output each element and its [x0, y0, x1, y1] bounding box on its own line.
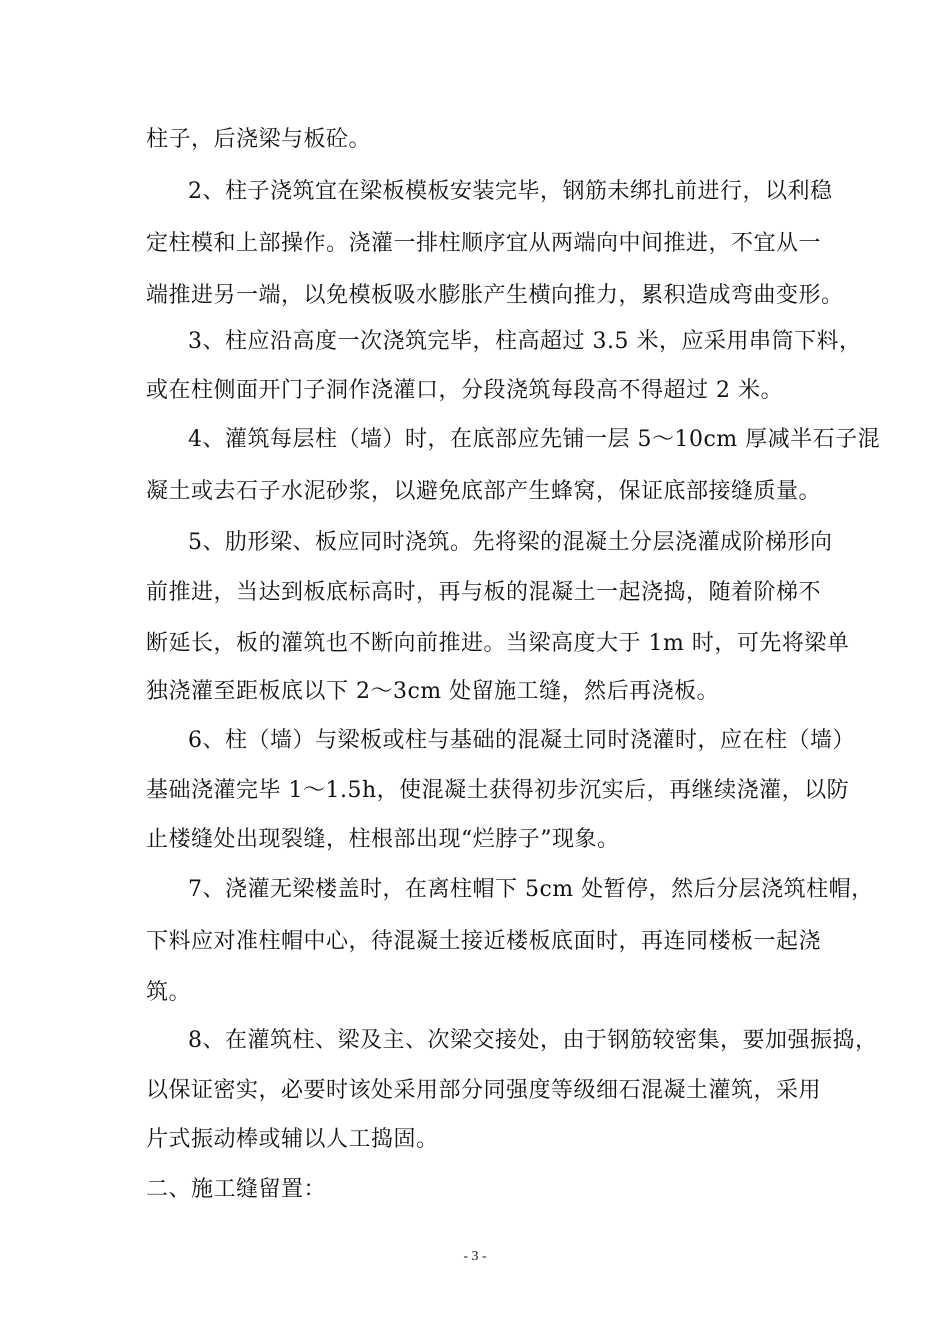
page-number: - 3 -: [463, 1249, 487, 1264]
text-line: 独浇灌至距板底以下 2～3cm 处留施工缝，然后再浇板。: [146, 679, 720, 704]
text-line: 基础浇灌完毕 1～1.5h，使混凝土获得初步沉实后，再继续浇灌，以防: [146, 778, 850, 803]
section-heading: 二、施工缝留置：: [146, 1177, 327, 1202]
text-line: 止楼缝处出现裂缝，柱根部出现“烂脖子”现象。: [146, 827, 620, 852]
text-line: 3、柱应沿高度一次浇筑完毕，柱高超过 3.5 米，应采用串筒下料，: [188, 329, 862, 354]
text-line: 下料应对准柱帽中心，待混凝土接近楼板底面时，再连同楼板一起浇: [146, 929, 822, 954]
text-line: 前推进，当达到板底标高时，再与板的混凝土一起浇捣，随着阶梯不: [146, 580, 822, 605]
text-line: 断延长，板的灌筑也不断向前推进。当梁高度大于 1m 时，可先将梁单: [146, 631, 850, 656]
text-line: 4、灌筑每层柱（墙）时，在底部应先铺一层 5～10cm 厚减半石子混: [188, 427, 881, 452]
text-line: 或在柱侧面开门子洞作浇灌口，分段浇筑每段高不得超过 2 米。: [146, 378, 783, 403]
text-line: 2、柱子浇筑宜在梁板模板安装完毕，钢筋未绑扎前进行，以利稳: [188, 179, 833, 204]
text-line: 定柱模和上部操作。浇灌一排柱顺序宜从两端向中间推进，不宜从一: [146, 231, 822, 256]
text-line: 7、浇灌无梁楼盖时，在离柱帽下 5cm 处暂停，然后分层浇筑柱帽，: [188, 877, 874, 902]
text-line: 片式振动棒或辅以人工捣固。: [146, 1127, 439, 1152]
text-line: 端推进另一端，以免模板吸水膨胀产生横向推力，累积造成弯曲变形。: [146, 283, 844, 308]
text-line: 6、柱（墙）与梁板或柱与基础的混凝土同时浇灌时，应在柱（墙）: [188, 728, 855, 753]
text-line: 以保证密实，必要时该处采用部分同强度等级细石混凝土灌筑，采用: [146, 1078, 822, 1103]
text-line: 柱子，后浇梁与板砼。: [146, 127, 372, 152]
text-line: 凝土或去石子水泥砂浆，以避免底部产生蜂窝，保证底部接缝质量。: [146, 479, 822, 504]
text-line: 8、在灌筑柱、梁及主、次梁交接处，由于钢筋较密集，要加强振捣，: [188, 1028, 878, 1053]
text-line: 筑。: [146, 980, 192, 1005]
text-line: 5、肋形梁、板应同时浇筑。先将梁的混凝土分层浇灌成阶梯形向: [188, 530, 833, 555]
